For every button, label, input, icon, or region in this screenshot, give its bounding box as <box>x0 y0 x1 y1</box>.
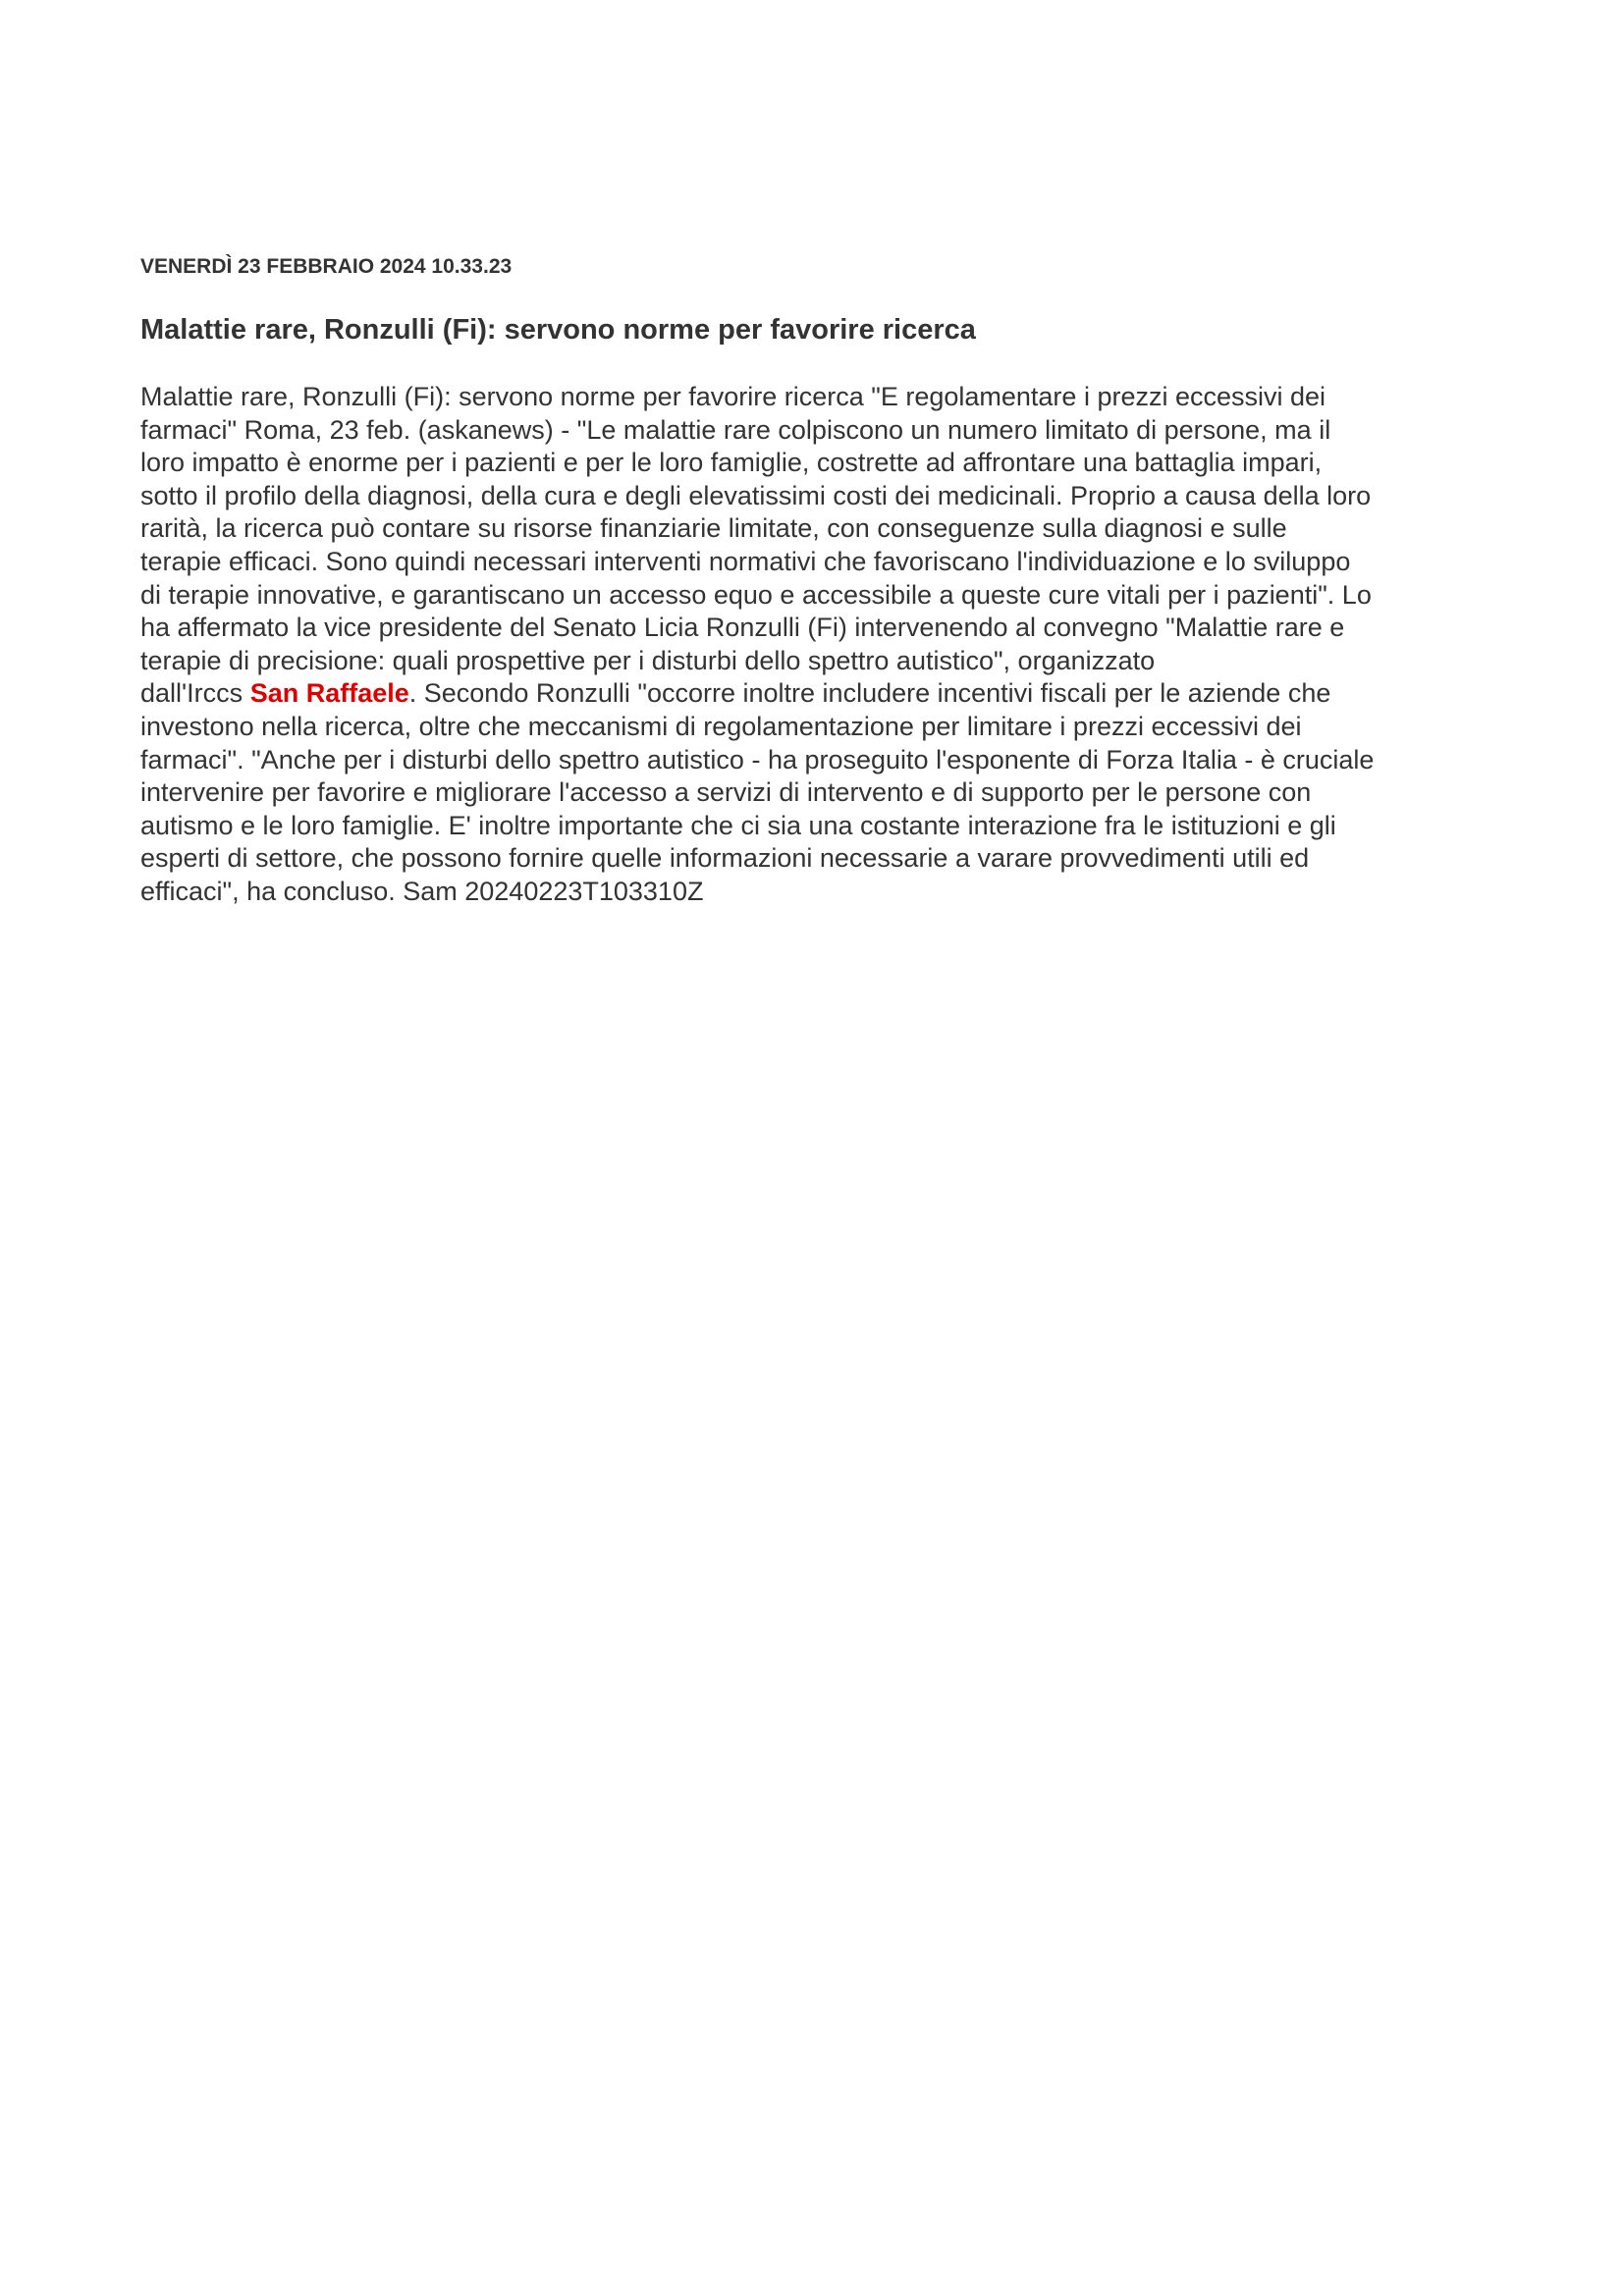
highlight-suffix: . Secondo Ronzulli "occorre inoltre includere incentivi fiscali per le aziende che <box>408 678 1331 709</box>
highlighted-keyword: San Raffaele <box>249 678 409 709</box>
body-line-with-highlight <box>140 677 1500 711</box>
body-line: autismo e le loro famiglie. E' inoltre importante che ci sia una costante interazione fra le istituzioni e gli <box>140 810 1336 840</box>
body-line: farmaci". "Anche per i disturbi dello spettro autistico - ha proseguito l'esponente di Forza Italia - è cruciale <box>140 744 1375 774</box>
body-line: loro impatto è enorme per i pazienti e per le loro famiglie, costrette ad affrontare una battaglia impari, <box>140 448 1323 478</box>
article-dateline: VENERDÌ 23 FEBBRAIO 2024 10.33.23 <box>140 255 513 278</box>
body-line: ha affermato la vice presidente del Senato Licia Ronzulli (Fi) intervenendo al convegno "Malattie rare e <box>140 613 1345 643</box>
body-line: Malattie rare, Ronzulli (Fi): servono norme per favorire ricerca "E regolamentare i prezzi eccessivi dei <box>140 382 1326 411</box>
article-headline: Malattie rare, Ronzulli (Fi): servono norme per favorire ricerca <box>140 314 976 346</box>
body-line: terapie di precisione: quali prospettive per i disturbi dello spettro autistico", organizzato <box>140 645 1156 675</box>
body-line: di terapie innovative, e garantiscano un accesso equo e accessibile a queste cure vitali per i pazienti". Lo <box>140 579 1372 610</box>
body-line: rarità, la ricerca può contare su risorse finanziarie limitate, con conseguenze sulla diagnosi e sulle <box>140 513 1287 544</box>
body-line: farmaci" Roma, 23 feb. (askanews) - "Le malattie rare colpiscono un numero limitato di persone, ma il <box>140 414 1331 445</box>
article-body <box>140 381 1500 909</box>
body-line: investono nella ricerca, oltre che meccanismi di regolamentazione per limitare i prezzi eccessivi dei <box>140 711 1302 741</box>
highlight-prefix: dall'Irccs <box>140 678 250 709</box>
body-line: esperti di settore, che possono fornire quelle informazioni necessarie a varare provvedimenti utili ed <box>140 843 1310 874</box>
body-line: efficaci", ha concluso. Sam 20240223T103310Z <box>140 876 704 906</box>
body-line: terapie efficaci. Sono quindi necessari interventi normativi che favoriscano l'individuazione e lo sviluppo <box>140 546 1351 576</box>
body-line: sotto il profilo della diagnosi, della cura e degli elevatissimi costi dei medicinali. Proprio a causa della loro <box>140 480 1372 510</box>
body-line: intervenire per favorire e migliorare l'accesso a servizi di intervento e di supporto per le persone con <box>140 777 1312 808</box>
